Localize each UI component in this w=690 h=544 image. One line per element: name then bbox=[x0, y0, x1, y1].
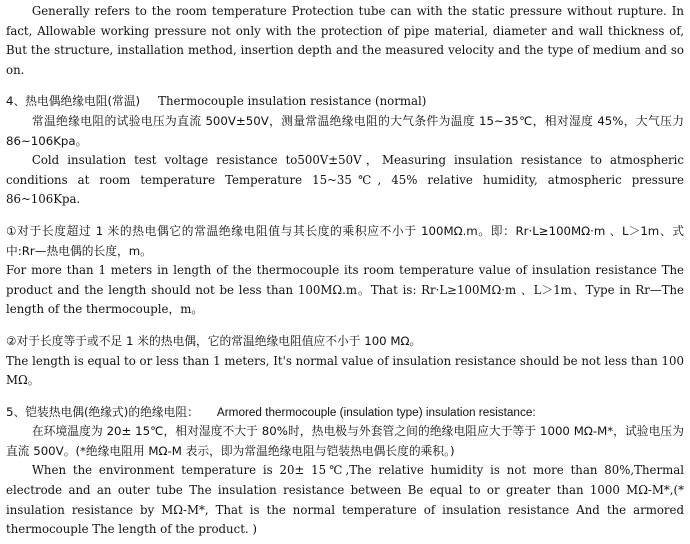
item1-cn-text: ①对于长度超过 1 米的热电偶它的常温绝缘电阻值与其长度的乘积应不小于 100MΩ.m。即：Rr·L≥100MΩ·m 、L＞1m、式中:Rr—热电偶的长度，m。 bbox=[6, 223, 684, 258]
section4-heading bbox=[6, 92, 684, 112]
intro-paragraph: Generally refers to the room temperature Protection tube can with the static pressure without rupture. In fact, Allowable working pressure not only with the protection of pipe material, diameter and wall thickness of, But the structure, installation method, insertion depth and the measured velocity and the type of medium and so on. bbox=[6, 4, 684, 77]
item2-cn-text: ②对于长度等于或不足 1 米的热电偶，它的常温绝缘电阻值应不小于 100 MΩ。 bbox=[6, 333, 422, 348]
section5-cn-text: 在环境温度为 20± 15℃，相对湿度不大于 80%时，热电极与外套管之间的绝缘电阻应大于等于 1000 MΩ-M*，试验电压为直流 500V。(*绝缘电阻用 MΩ-M 表示，即为常温绝缘电阻与铠装热电偶长度的乘积。) bbox=[6, 424, 684, 458]
section5-heading-en: Armored thermocouple (insulation type) insulation resistance: bbox=[216, 405, 536, 419]
section4-heading-en: Thermocouple insulation resistance (normal) bbox=[158, 94, 427, 109]
section4-en-text: Cold insulation test voltage resistance to500V±50V，Measuring insulation resistance to atmospheric conditions at room temperature Temperature 15~35℃, 45% relative humidity, atmospheric pressure 86~106Kpa. bbox=[6, 153, 684, 207]
section5-en-text: When the environment temperature is 20± 15℃,The relative humidity is not more than 80%,Thermal electrode and an outer tube The insulation resistance between Be equal to or greater than 1000 MΩ-M*,(* insulation resistance by MΩ-M*, That is the normal temperature of insulation resistance And the armored thermocouple The length of the product. ) bbox=[6, 463, 684, 537]
section4-cn-text: 常温绝缘电阻的试验电压为直流 500V±50V，测量常温绝缘电阻的大气条件为温度 15~35℃，相对湿度 45%，大气压力 86~106Kpa。 bbox=[6, 113, 684, 148]
section4-heading-cn: 4、热电偶绝缘电阻(常温) bbox=[6, 94, 141, 109]
item1-en-text: For more than 1 meters in length of the thermocouple its room temperature value of insulation resistance The product and the length should not be less than 100MΩ.m。That is: Rr·L≥100MΩ·m 、L＞1m、Type in Rr—The length of the thermocouple，m。 bbox=[6, 263, 684, 317]
section5-heading-cn: 5、铠装热电偶(绝缘式)的绝缘电阻： bbox=[6, 404, 199, 419]
item2-en-text: The length is equal to or less than 1 meters, It's normal value of insulation resistance should be not less than 100 MΩ。 bbox=[6, 353, 684, 388]
section5-heading bbox=[6, 403, 684, 423]
